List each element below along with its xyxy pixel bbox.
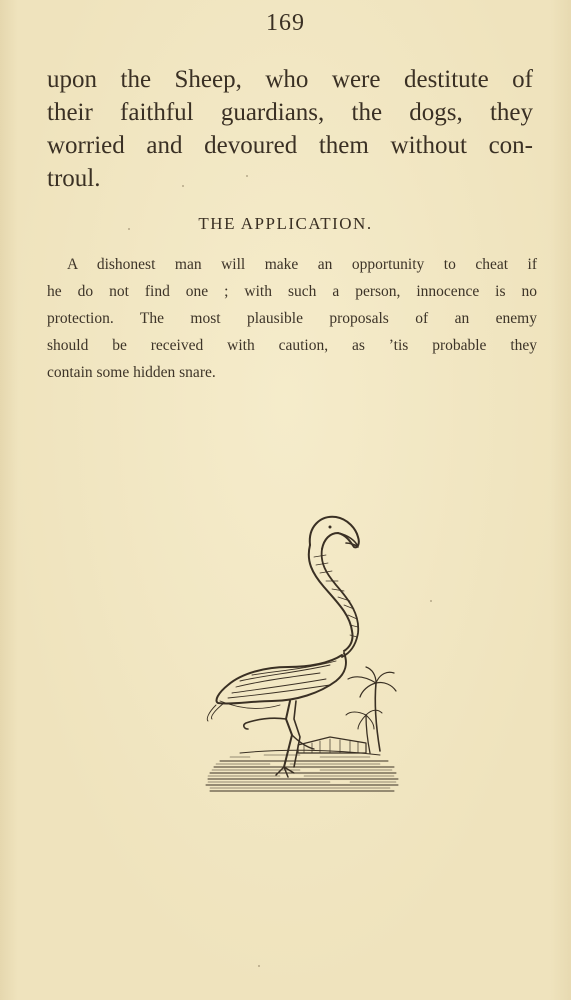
section-heading: THE APPLICATION. bbox=[198, 214, 373, 233]
application-paragraph bbox=[47, 251, 537, 386]
application-line: should be received with caution, as ’tis probable they bbox=[47, 337, 537, 354]
application-line: contain some hidden snare. bbox=[47, 364, 216, 381]
flamingo-woodcut-icon bbox=[180, 505, 405, 800]
bird-leg bbox=[284, 701, 292, 767]
page-number: 169 bbox=[266, 10, 305, 36]
paper-speck bbox=[258, 965, 260, 967]
paper-speck bbox=[128, 228, 130, 230]
application-line: he do not find one ; with such a person, innocence is no bbox=[47, 283, 537, 300]
paper-speck bbox=[246, 175, 248, 177]
fable-continuation-paragraph bbox=[47, 63, 533, 195]
fable-line: their faithful guardians, the dogs, they bbox=[47, 99, 533, 126]
fable-line: troul. bbox=[47, 165, 101, 192]
paper-speck bbox=[182, 185, 184, 187]
palm-tree bbox=[375, 683, 380, 751]
application-line: protection. The most plausible proposals of an enemy bbox=[47, 310, 537, 327]
fable-line: worried and devoured them without con- bbox=[47, 132, 533, 159]
paper-speck bbox=[430, 600, 432, 602]
application-line: A dishonest man will make an opportunity to cheat if bbox=[67, 256, 537, 273]
ground-hatching bbox=[206, 750, 398, 791]
fable-line: upon the Sheep, who were destitute of bbox=[47, 66, 533, 93]
